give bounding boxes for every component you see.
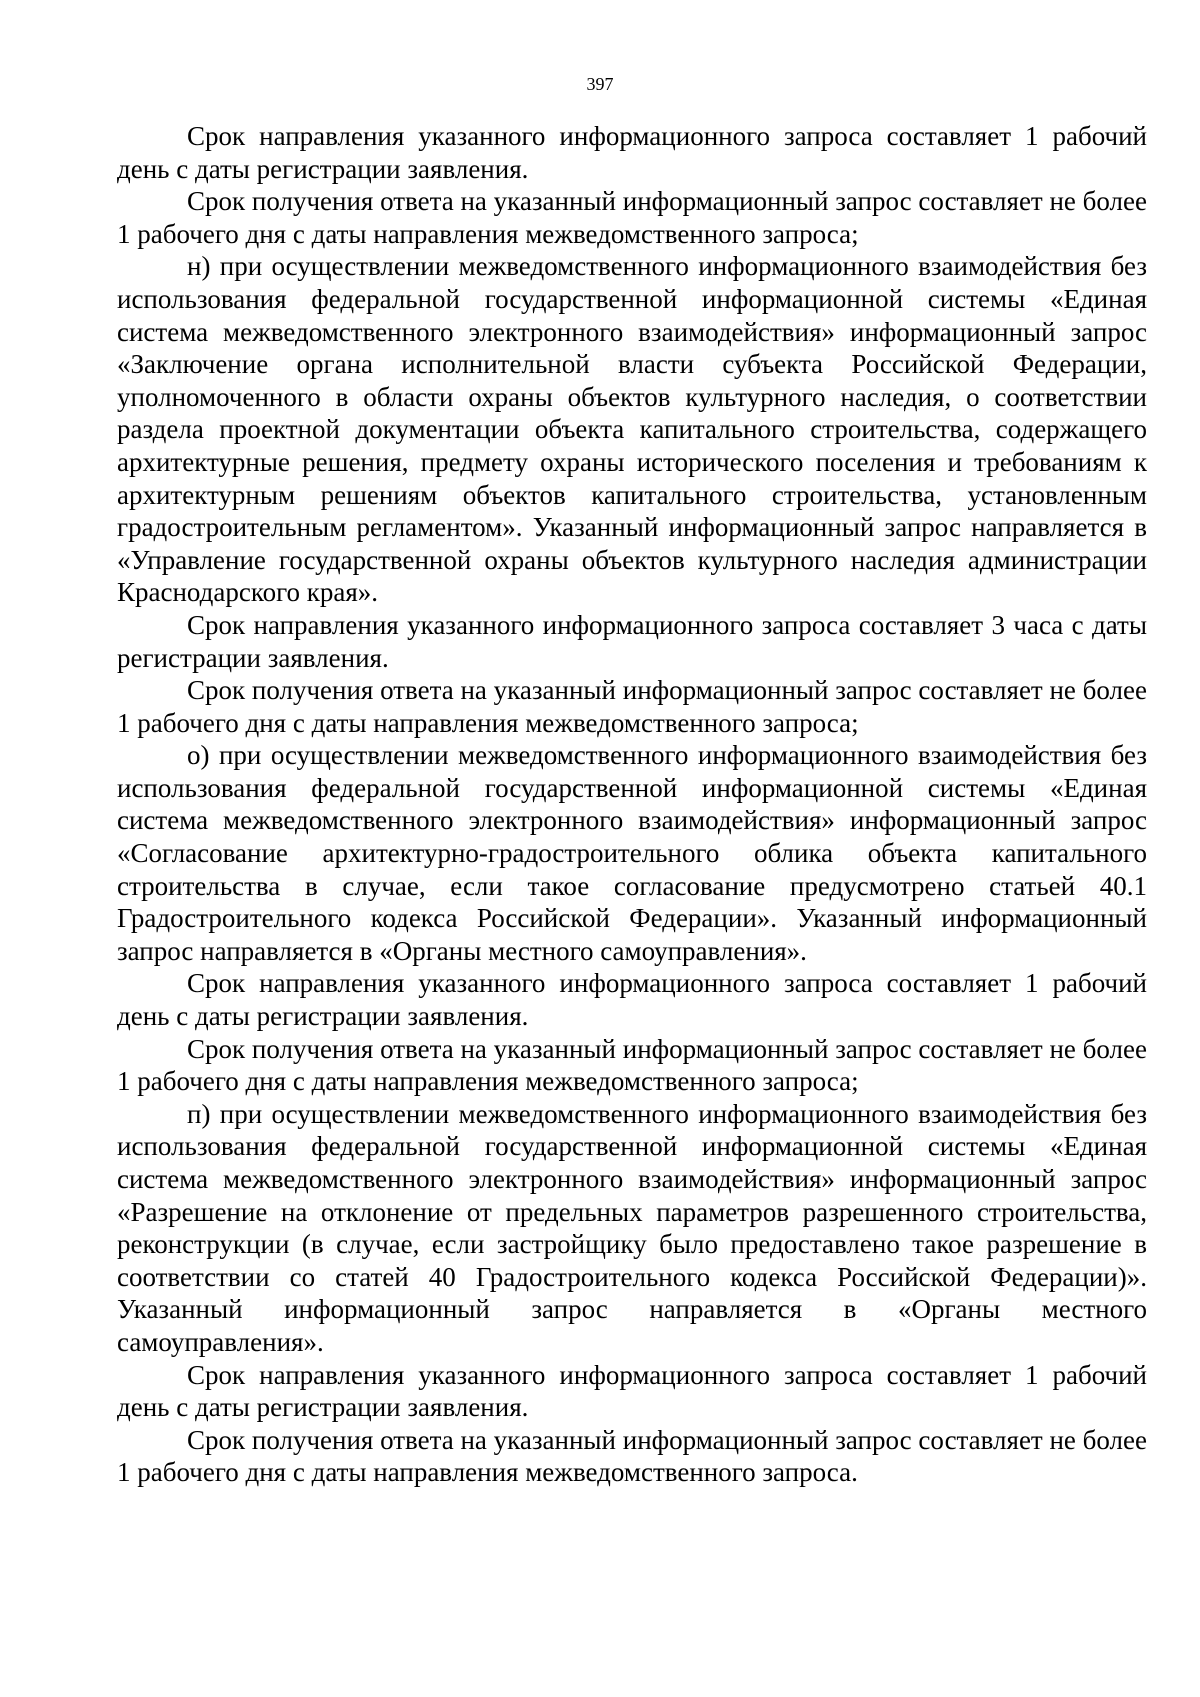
paragraph-item-p: п) при осуществлении межведомственного информационного взаимодействия без использования федеральной государственной информационной системы «Единая система межведомственного электронного взаимодействия» информационный запрос «Разрешение на отклонение от предельных параметров разрешенного строительства, реконструкции (в случае, если застройщику было предоставлено такое разрешение в соответствии со статей 40 Градостроительного кодекса Российской Федерации)». Указанный информационный запрос направляется в «Органы местного самоуправления».	[117, 1098, 1147, 1357]
paragraph-item-o: о) при осуществлении межведомственного информационного взаимодействия без использования федеральной государственной информационной системы «Единая система межведомственного электронного взаимодействия» информационный запрос «Согласование архитектурно-градостроительного облика объекта капитального строительства в случае, если такое согласование предусмотрено статьей 40.1 Градостроительного кодекса Российской Федерации». Указанный информационный запрос направляется в «Органы местного самоуправления».	[117, 740, 1147, 966]
page-number: 397	[586, 74, 614, 94]
paragraph-request-deadline-4: Срок направления указанного информационного запроса составляет 1 рабочий день с даты регистрации заявления.	[117, 1359, 1147, 1423]
paragraph-response-deadline-4: Срок получения ответа на указанный информационный запрос составляет не более 1 рабочего дня с даты направления межведомственного запроса.	[117, 1424, 1147, 1488]
paragraph-request-deadline-1: Срок направления указанного информационного запроса составляет 1 рабочий день с даты регистрации заявления.	[117, 121, 1147, 184]
paragraph-response-deadline-2: Срок получения ответа на указанный информационный запрос составляет не более 1 рабочего дня с даты направления межведомственного запроса;	[117, 675, 1147, 738]
paragraph-response-deadline-1: Срок получения ответа на указанный информационный запрос составляет не более 1 рабочего дня с даты направления межведомственного запроса;	[117, 186, 1147, 249]
paragraph-item-n: н) при осуществлении межведомственного информационного взаимодействия без использования федеральной государственной информационной системы «Единая система межведомственного электронного взаимодействия» информационный запрос «Заключение органа исполнительной власти субъекта Российской Федерации, уполномоченного в области охраны объектов культурного наследия, о соответствии раздела проектной документации объекта капитального строительства, содержащего архитектурные решения, предмету охраны исторического поселения и требованиям к архитектурным решениям объектов капитального строительства, установленным градостроительным регламентом». Указанный информационный запрос направляется в «Управление государственной охраны объектов культурного наследия администрации Краснодарского края».	[117, 251, 1147, 608]
paragraph-response-deadline-3: Срок получения ответа на указанный информационный запрос составляет не более 1 рабочего дня с даты направления межведомственного запроса;	[117, 1033, 1147, 1097]
paragraph-request-deadline-3: Срок направления указанного информационного запроса составляет 1 рабочий день с даты регистрации заявления.	[117, 968, 1147, 1032]
document-body	[117, 120, 1147, 1489]
paragraph-request-deadline-2: Срок направления указанного информационного запроса составляет 3 часа с даты регистрации заявления.	[117, 609, 1147, 673]
